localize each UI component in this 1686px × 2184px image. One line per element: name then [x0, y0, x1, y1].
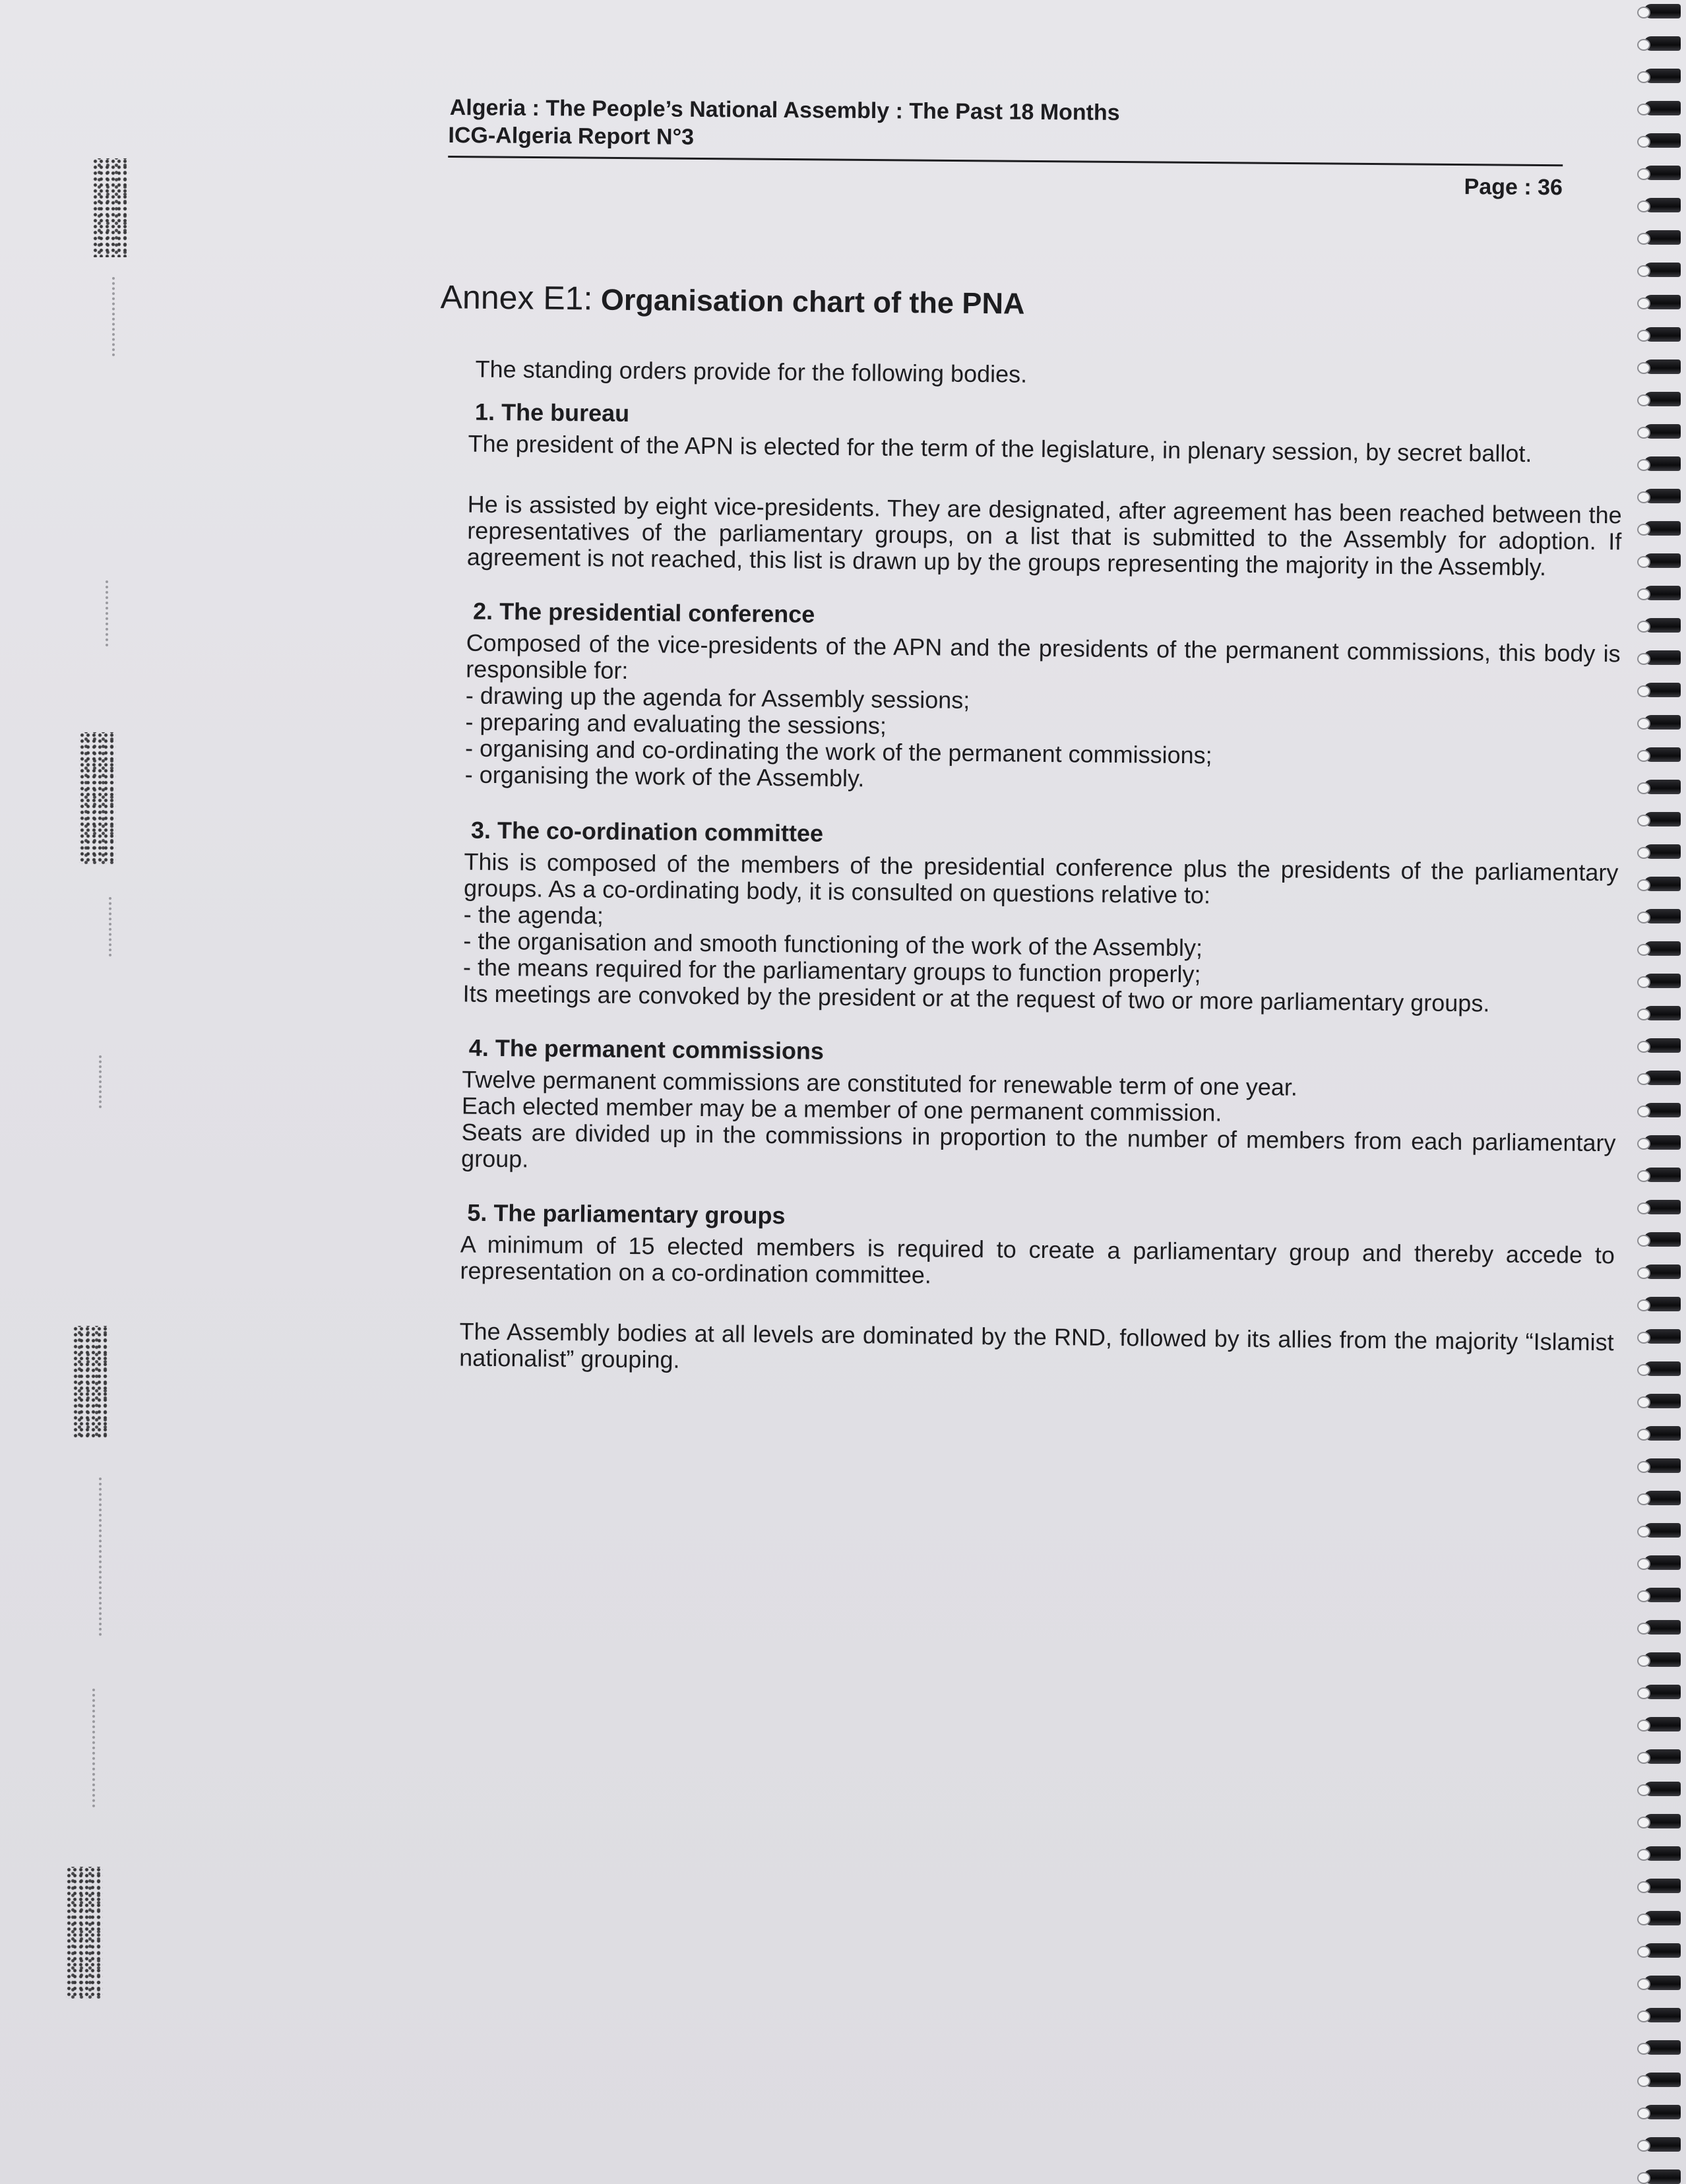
- binding-ring: [1644, 1297, 1681, 1311]
- binding-ring: [1644, 1814, 1681, 1828]
- binding-ring: [1644, 198, 1681, 212]
- binding-ring: [1644, 327, 1681, 342]
- section-number: 4.: [468, 1034, 489, 1061]
- binding-ring: [1644, 101, 1681, 115]
- binding-ring: [1644, 1264, 1681, 1279]
- binding-ring: [1644, 1168, 1681, 1182]
- scan-dots: [112, 277, 119, 356]
- section-title: The presidential conference: [499, 598, 815, 628]
- binding-ring: [1644, 1135, 1681, 1150]
- text-line: Twelve permanent commissions are constituted for renewable term of one year.: [462, 1065, 1298, 1101]
- list-item: - organising and co-ordinating the work of the permanent commissions;: [464, 734, 1212, 769]
- binding-ring: [1644, 974, 1681, 988]
- list-item: - drawing up the agenda for Assembly sessions;: [465, 681, 970, 714]
- binding-ring: [1644, 941, 1681, 956]
- binding-ring: [1644, 2137, 1681, 2152]
- paragraph: Composed of the vice-presidents of the APN and the presidents of the permanent commissions, this body is responsible for:: [466, 629, 1621, 684]
- section-title: The co-ordination committee: [497, 817, 824, 847]
- paragraph: This is composed of the members of the presidential conference plus the presidents of the parliamentary groups. As a co-ordinating body, it is consulted on questions relative to:: [463, 848, 1619, 909]
- annex-label: Annex E1:: [440, 278, 593, 317]
- binding-ring: [1644, 1232, 1681, 1247]
- binding-ring: [1644, 683, 1681, 697]
- binding-ring: [1644, 1426, 1681, 1441]
- report-series: ICG-Algeria Report N°3: [448, 122, 695, 150]
- binding-ring: [1644, 1458, 1681, 1473]
- text-line: Each elected member may be a member of one permanent commission.: [461, 1092, 1222, 1127]
- scan-dots: [99, 1055, 106, 1108]
- binding-ring: [1644, 909, 1681, 923]
- binding-ring: [1644, 650, 1681, 665]
- binding-ring: [1644, 295, 1681, 309]
- binding-ring: [1644, 166, 1681, 180]
- section-number: 3.: [470, 816, 491, 844]
- binding-ring: [1644, 424, 1681, 439]
- binding-ring: [1644, 1038, 1681, 1053]
- paragraph: Its meetings are convoked by the president or at the request of two or more parliamentary groups.: [462, 980, 1490, 1017]
- binding-ring: [1644, 2073, 1681, 2087]
- binding-ring: [1644, 1329, 1681, 1344]
- binding-ring: [1644, 780, 1681, 794]
- paragraph: A minimum of 15 elected members is required to create a parliamentary group and thereby accede to representation on a co-ordination committee.: [460, 1230, 1615, 1289]
- annex-title: Organisation chart of the PNA: [600, 282, 1025, 321]
- binding-ring: [1644, 1361, 1681, 1376]
- scan-smudge: [79, 732, 116, 864]
- paragraph: The Assembly bodies at all levels are dominated by the RND, followed by its allies from the majority “Islamist nationalist” grouping.: [459, 1317, 1614, 1373]
- binding-ring: [1644, 1071, 1681, 1085]
- consultation-list: [463, 902, 1623, 992]
- binding-ring: [1644, 1491, 1681, 1505]
- binding-ring: [1644, 1555, 1681, 1570]
- binding-ring: [1644, 1717, 1681, 1732]
- binding-ring: [1644, 1943, 1681, 1958]
- binding-ring: [1644, 1846, 1681, 1861]
- binding-ring: [1644, 812, 1681, 827]
- binding-ring: [1644, 1749, 1681, 1764]
- binding-ring: [1644, 489, 1681, 503]
- section-parliamentary-groups: [459, 1199, 1620, 1383]
- binding-ring: [1644, 553, 1681, 568]
- binding-ring: [1644, 1103, 1681, 1117]
- binding-ring: [1644, 1879, 1681, 1893]
- section-number: 5.: [467, 1199, 487, 1226]
- section-permanent-commissions: [461, 1034, 1622, 1183]
- scan-dots: [109, 897, 115, 956]
- binding-ring: [1644, 2169, 1681, 2184]
- section-title: The permanent commissions: [495, 1034, 825, 1065]
- scan-dots: [92, 1689, 99, 1807]
- binding-ring: [1644, 456, 1681, 471]
- binding-ring: [1644, 1006, 1681, 1020]
- list-item: - preparing and evaluating the sessions;: [465, 708, 887, 739]
- scan-smudge: [92, 158, 129, 257]
- binding-ring: [1644, 1620, 1681, 1635]
- binding-ring: [1644, 2105, 1681, 2119]
- scan-dots: [106, 580, 112, 646]
- binding-ring: [1644, 1200, 1681, 1214]
- scan-dots: [99, 1478, 106, 1636]
- binding-ring: [1644, 2040, 1681, 2055]
- section-title: The parliamentary groups: [493, 1199, 786, 1230]
- section-coordination-committee: [462, 816, 1624, 1018]
- binding-ring: [1644, 1523, 1681, 1538]
- scan-smudge: [66, 1867, 103, 1999]
- report-title: Algeria : The People’s National Assembly : The Past 18 Months: [449, 95, 1120, 125]
- binding-ring: [1644, 844, 1681, 859]
- binding-ring: [1644, 230, 1681, 245]
- paragraph: The president of the APN is elected for the term of the legislature, in plenary session, by secret ballot.: [468, 429, 1532, 468]
- binding-ring: [1644, 359, 1681, 374]
- binding-ring: [1644, 586, 1681, 600]
- binding-ring: [1644, 263, 1681, 277]
- section-bureau: [467, 398, 1628, 582]
- list-item: - the means required for the parliamentary groups to function properly;: [462, 953, 1201, 988]
- binding-ring: [1644, 877, 1681, 891]
- binding-ring: [1644, 4, 1681, 18]
- section-title: The bureau: [501, 398, 630, 427]
- list-item: - the agenda;: [463, 900, 604, 929]
- binding-ring: [1644, 1588, 1681, 1602]
- section-number: 2.: [472, 597, 493, 625]
- list-item: - organising the work of the Assembly.: [464, 761, 865, 792]
- binding-ring: [1644, 392, 1681, 406]
- spiral-binding: [1631, 0, 1686, 2184]
- section-presidential-conference: [465, 597, 1627, 799]
- binding-ring: [1644, 521, 1681, 536]
- binding-ring: [1644, 1976, 1681, 1990]
- binding-ring: [1644, 618, 1681, 633]
- binding-ring: [1644, 133, 1681, 148]
- binding-ring: [1644, 2008, 1681, 2022]
- intro-text: The standing orders provide for the following bodies.: [475, 355, 1028, 388]
- section-number: 1.: [474, 398, 495, 425]
- binding-ring: [1644, 1685, 1681, 1699]
- binding-ring: [1644, 715, 1681, 730]
- binding-ring: [1644, 1652, 1681, 1667]
- binding-ring: [1644, 1782, 1681, 1796]
- responsibility-list: [465, 683, 1625, 799]
- page-number: Page : 36: [1464, 174, 1563, 201]
- paragraph: He is assisted by eight vice-presidents. They are designated, after agreement has been reached between the representatives of the parliamentary groups, on a list that is submitted to the Assembly for adoption. If agreement is not reached, this list is drawn up by the groups representing the majority in the Assembly.: [466, 490, 1622, 581]
- binding-ring: [1644, 36, 1681, 51]
- binding-ring: [1644, 1911, 1681, 1925]
- scan-smudge: [73, 1326, 109, 1438]
- list-item: - the organisation and smooth functioning of the work of the Assembly;: [463, 927, 1203, 962]
- page-body: [418, 277, 1629, 1416]
- page-header: [448, 94, 1563, 201]
- binding-ring: [1644, 747, 1681, 762]
- paragraph: Seats are divided up in the commissions in proportion to the number of members from each parliamentary group.: [460, 1118, 1616, 1173]
- binding-ring: [1644, 1394, 1681, 1408]
- binding-ring: [1644, 69, 1681, 83]
